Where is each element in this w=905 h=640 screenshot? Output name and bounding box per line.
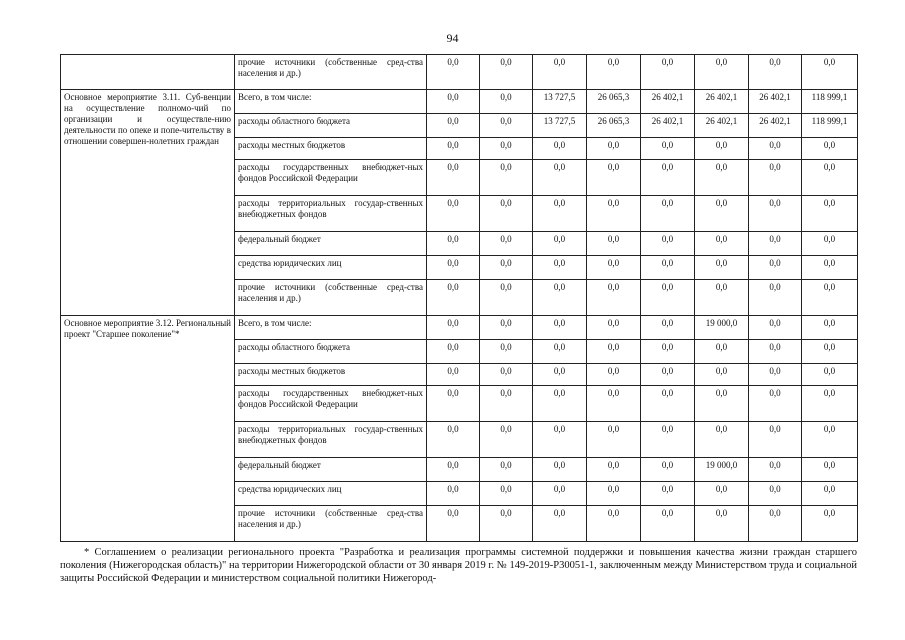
value-cell: 0,0 [749, 232, 802, 256]
value-cell: 0,0 [802, 506, 858, 542]
value-cell: 0,0 [587, 340, 641, 364]
value-cell: 0,0 [427, 482, 480, 506]
value-cell: 0,0 [641, 55, 695, 90]
value-cell: 0,0 [587, 506, 641, 542]
value-cell: 0,0 [480, 482, 533, 506]
value-cell: 0,0 [587, 458, 641, 482]
value-cell: 0,0 [480, 196, 533, 232]
value-cell: 0,0 [641, 196, 695, 232]
funding-source-cell: расходы местных бюджетов [235, 138, 427, 160]
funding-source-cell: расходы территориальных государ-ственных внебюджетных фондов [235, 422, 427, 458]
value-cell: 0,0 [695, 256, 749, 280]
value-cell: 0,0 [749, 458, 802, 482]
value-cell: 0,0 [480, 386, 533, 422]
value-cell: 0,0 [749, 316, 802, 340]
value-cell: 0,0 [749, 386, 802, 422]
value-cell: 0,0 [427, 256, 480, 280]
value-cell: 0,0 [533, 340, 587, 364]
value-cell: 0,0 [641, 458, 695, 482]
funding-source-cell: Всего, в том числе: [235, 90, 427, 114]
value-cell: 26 402,1 [749, 90, 802, 114]
value-cell: 0,0 [641, 316, 695, 340]
table-row [61, 316, 858, 340]
value-cell: 26 402,1 [641, 90, 695, 114]
value-cell: 0,0 [695, 482, 749, 506]
value-cell: 0,0 [695, 386, 749, 422]
value-cell: 0,0 [641, 340, 695, 364]
value-cell: 0,0 [427, 422, 480, 458]
value-cell: 0,0 [427, 55, 480, 90]
value-cell: 0,0 [533, 386, 587, 422]
value-cell: 13 727,5 [533, 114, 587, 138]
value-cell: 0,0 [480, 422, 533, 458]
value-cell: 0,0 [427, 196, 480, 232]
value-cell: 0,0 [802, 422, 858, 458]
funding-source-cell: Всего, в том числе: [235, 316, 427, 340]
table-row [61, 90, 858, 114]
value-cell: 0,0 [802, 160, 858, 196]
value-cell: 0,0 [695, 506, 749, 542]
value-cell: 19 000,0 [695, 458, 749, 482]
value-cell: 0,0 [533, 196, 587, 232]
value-cell: 0,0 [802, 138, 858, 160]
funding-source-cell: прочие источники (собственные сред-ства населения и др.) [235, 506, 427, 542]
funding-source-cell: прочие источники (собственные сред-ства населения и др.) [235, 55, 427, 90]
value-cell: 0,0 [749, 280, 802, 316]
value-cell: 0,0 [533, 280, 587, 316]
value-cell: 0,0 [587, 316, 641, 340]
value-cell: 0,0 [587, 256, 641, 280]
value-cell: 0,0 [587, 386, 641, 422]
value-cell: 26 402,1 [695, 114, 749, 138]
value-cell: 118 999,1 [802, 114, 858, 138]
value-cell: 0,0 [641, 232, 695, 256]
value-cell: 0,0 [641, 386, 695, 422]
value-cell: 0,0 [587, 196, 641, 232]
value-cell: 0,0 [427, 316, 480, 340]
value-cell: 0,0 [427, 138, 480, 160]
value-cell: 0,0 [480, 232, 533, 256]
value-cell: 0,0 [695, 280, 749, 316]
value-cell: 0,0 [427, 506, 480, 542]
value-cell: 0,0 [533, 232, 587, 256]
value-cell: 0,0 [480, 55, 533, 90]
funding-source-cell: прочие источники (собственные сред-ства населения и др.) [235, 280, 427, 316]
value-cell: 0,0 [802, 386, 858, 422]
value-cell: 26 065,3 [587, 114, 641, 138]
value-cell: 0,0 [427, 364, 480, 386]
value-cell: 0,0 [427, 386, 480, 422]
value-cell: 0,0 [749, 506, 802, 542]
value-cell: 13 727,5 [533, 90, 587, 114]
value-cell: 0,0 [427, 280, 480, 316]
value-cell: 0,0 [802, 316, 858, 340]
activity-name-cell: Основное мероприятие 3.11. Суб-венции на осуществление полномо-чий по организации и осуществле-нию деятельности по опеке и попе-чительству в отношении совершен-нолетних граждан [61, 90, 235, 316]
funding-source-cell: федеральный бюджет [235, 458, 427, 482]
value-cell: 0,0 [427, 114, 480, 138]
funding-source-cell: расходы областного бюджета [235, 114, 427, 138]
funding-source-cell: средства юридических лиц [235, 482, 427, 506]
value-cell: 0,0 [641, 364, 695, 386]
value-cell: 0,0 [427, 340, 480, 364]
value-cell: 0,0 [533, 458, 587, 482]
value-cell: 0,0 [695, 196, 749, 232]
value-cell: 0,0 [427, 160, 480, 196]
value-cell: 0,0 [587, 160, 641, 196]
value-cell: 0,0 [533, 482, 587, 506]
value-cell: 0,0 [480, 316, 533, 340]
value-cell: 0,0 [480, 506, 533, 542]
value-cell: 0,0 [480, 364, 533, 386]
value-cell: 0,0 [802, 482, 858, 506]
value-cell: 0,0 [641, 138, 695, 160]
value-cell: 0,0 [695, 422, 749, 458]
value-cell: 0,0 [427, 232, 480, 256]
value-cell: 0,0 [587, 55, 641, 90]
value-cell: 26 065,3 [587, 90, 641, 114]
value-cell: 0,0 [587, 364, 641, 386]
activity-name-cell [61, 55, 235, 90]
value-cell: 0,0 [427, 90, 480, 114]
value-cell: 0,0 [749, 482, 802, 506]
page-number: 94 [446, 31, 459, 45]
value-cell: 0,0 [587, 138, 641, 160]
value-cell: 0,0 [695, 55, 749, 90]
value-cell: 0,0 [533, 160, 587, 196]
value-cell: 0,0 [802, 196, 858, 232]
funding-source-cell: расходы местных бюджетов [235, 364, 427, 386]
value-cell: 0,0 [533, 422, 587, 458]
value-cell: 0,0 [641, 506, 695, 542]
funding-source-cell: расходы территориальных государ-ственных внебюджетных фондов [235, 196, 427, 232]
value-cell: 0,0 [802, 55, 858, 90]
value-cell: 0,0 [695, 160, 749, 196]
value-cell: 19 000,0 [695, 316, 749, 340]
value-cell: 0,0 [749, 364, 802, 386]
value-cell: 0,0 [749, 160, 802, 196]
value-cell: 0,0 [695, 138, 749, 160]
value-cell: 26 402,1 [695, 90, 749, 114]
funding-source-cell: федеральный бюджет [235, 232, 427, 256]
value-cell: 0,0 [641, 422, 695, 458]
budget-table [60, 54, 858, 542]
value-cell: 0,0 [802, 458, 858, 482]
value-cell: 118 999,1 [802, 90, 858, 114]
value-cell: 0,0 [587, 280, 641, 316]
value-cell: 0,0 [533, 256, 587, 280]
value-cell: 0,0 [587, 482, 641, 506]
value-cell: 0,0 [533, 55, 587, 90]
funding-source-cell: расходы областного бюджета [235, 340, 427, 364]
funding-source-cell: расходы государственных внебюджет-ных фондов Российской Федерации [235, 386, 427, 422]
value-cell: 0,0 [749, 138, 802, 160]
value-cell: 0,0 [533, 316, 587, 340]
table-row [61, 55, 858, 90]
value-cell: 0,0 [749, 422, 802, 458]
value-cell: 0,0 [480, 114, 533, 138]
value-cell: 0,0 [587, 232, 641, 256]
value-cell: 0,0 [695, 340, 749, 364]
value-cell: 0,0 [695, 364, 749, 386]
value-cell: 0,0 [749, 256, 802, 280]
value-cell: 0,0 [480, 458, 533, 482]
value-cell: 0,0 [641, 256, 695, 280]
activity-name-cell: Основное мероприятие 3.12. Региональный проект "Старшее поколение"* [61, 316, 235, 542]
value-cell: 0,0 [641, 280, 695, 316]
table-body [61, 55, 858, 542]
value-cell: 0,0 [587, 422, 641, 458]
value-cell: 26 402,1 [749, 114, 802, 138]
footnote: * Соглашением о реализации регионального проекта "Разработка и реализация программы системной поддержки и повышения качества жизни граждан старшего поколения (Нижегородская область)" на территории Нижегородской области от 30 января 2019 г. № 149-2019-Р30051-1, заключенным между Министерством труда и социальной защиты Российской Федерации и министерством социальной политики Нижегород- [60, 547, 857, 584]
value-cell: 0,0 [802, 340, 858, 364]
value-cell: 0,0 [427, 458, 480, 482]
value-cell: 0,0 [533, 506, 587, 542]
funding-source-cell: расходы государственных внебюджет-ных фондов Российской Федерации [235, 160, 427, 196]
value-cell: 0,0 [749, 55, 802, 90]
value-cell: 0,0 [802, 364, 858, 386]
value-cell: 0,0 [749, 340, 802, 364]
value-cell: 0,0 [480, 340, 533, 364]
value-cell: 0,0 [641, 160, 695, 196]
value-cell: 0,0 [533, 364, 587, 386]
value-cell: 0,0 [641, 482, 695, 506]
funding-source-cell: средства юридических лиц [235, 256, 427, 280]
value-cell: 0,0 [695, 232, 749, 256]
value-cell: 0,0 [480, 90, 533, 114]
value-cell: 0,0 [480, 256, 533, 280]
value-cell: 0,0 [480, 160, 533, 196]
value-cell: 0,0 [802, 280, 858, 316]
value-cell: 0,0 [480, 138, 533, 160]
value-cell: 0,0 [802, 232, 858, 256]
value-cell: 26 402,1 [641, 114, 695, 138]
value-cell: 0,0 [480, 280, 533, 316]
value-cell: 0,0 [802, 256, 858, 280]
value-cell: 0,0 [533, 138, 587, 160]
value-cell: 0,0 [749, 196, 802, 232]
